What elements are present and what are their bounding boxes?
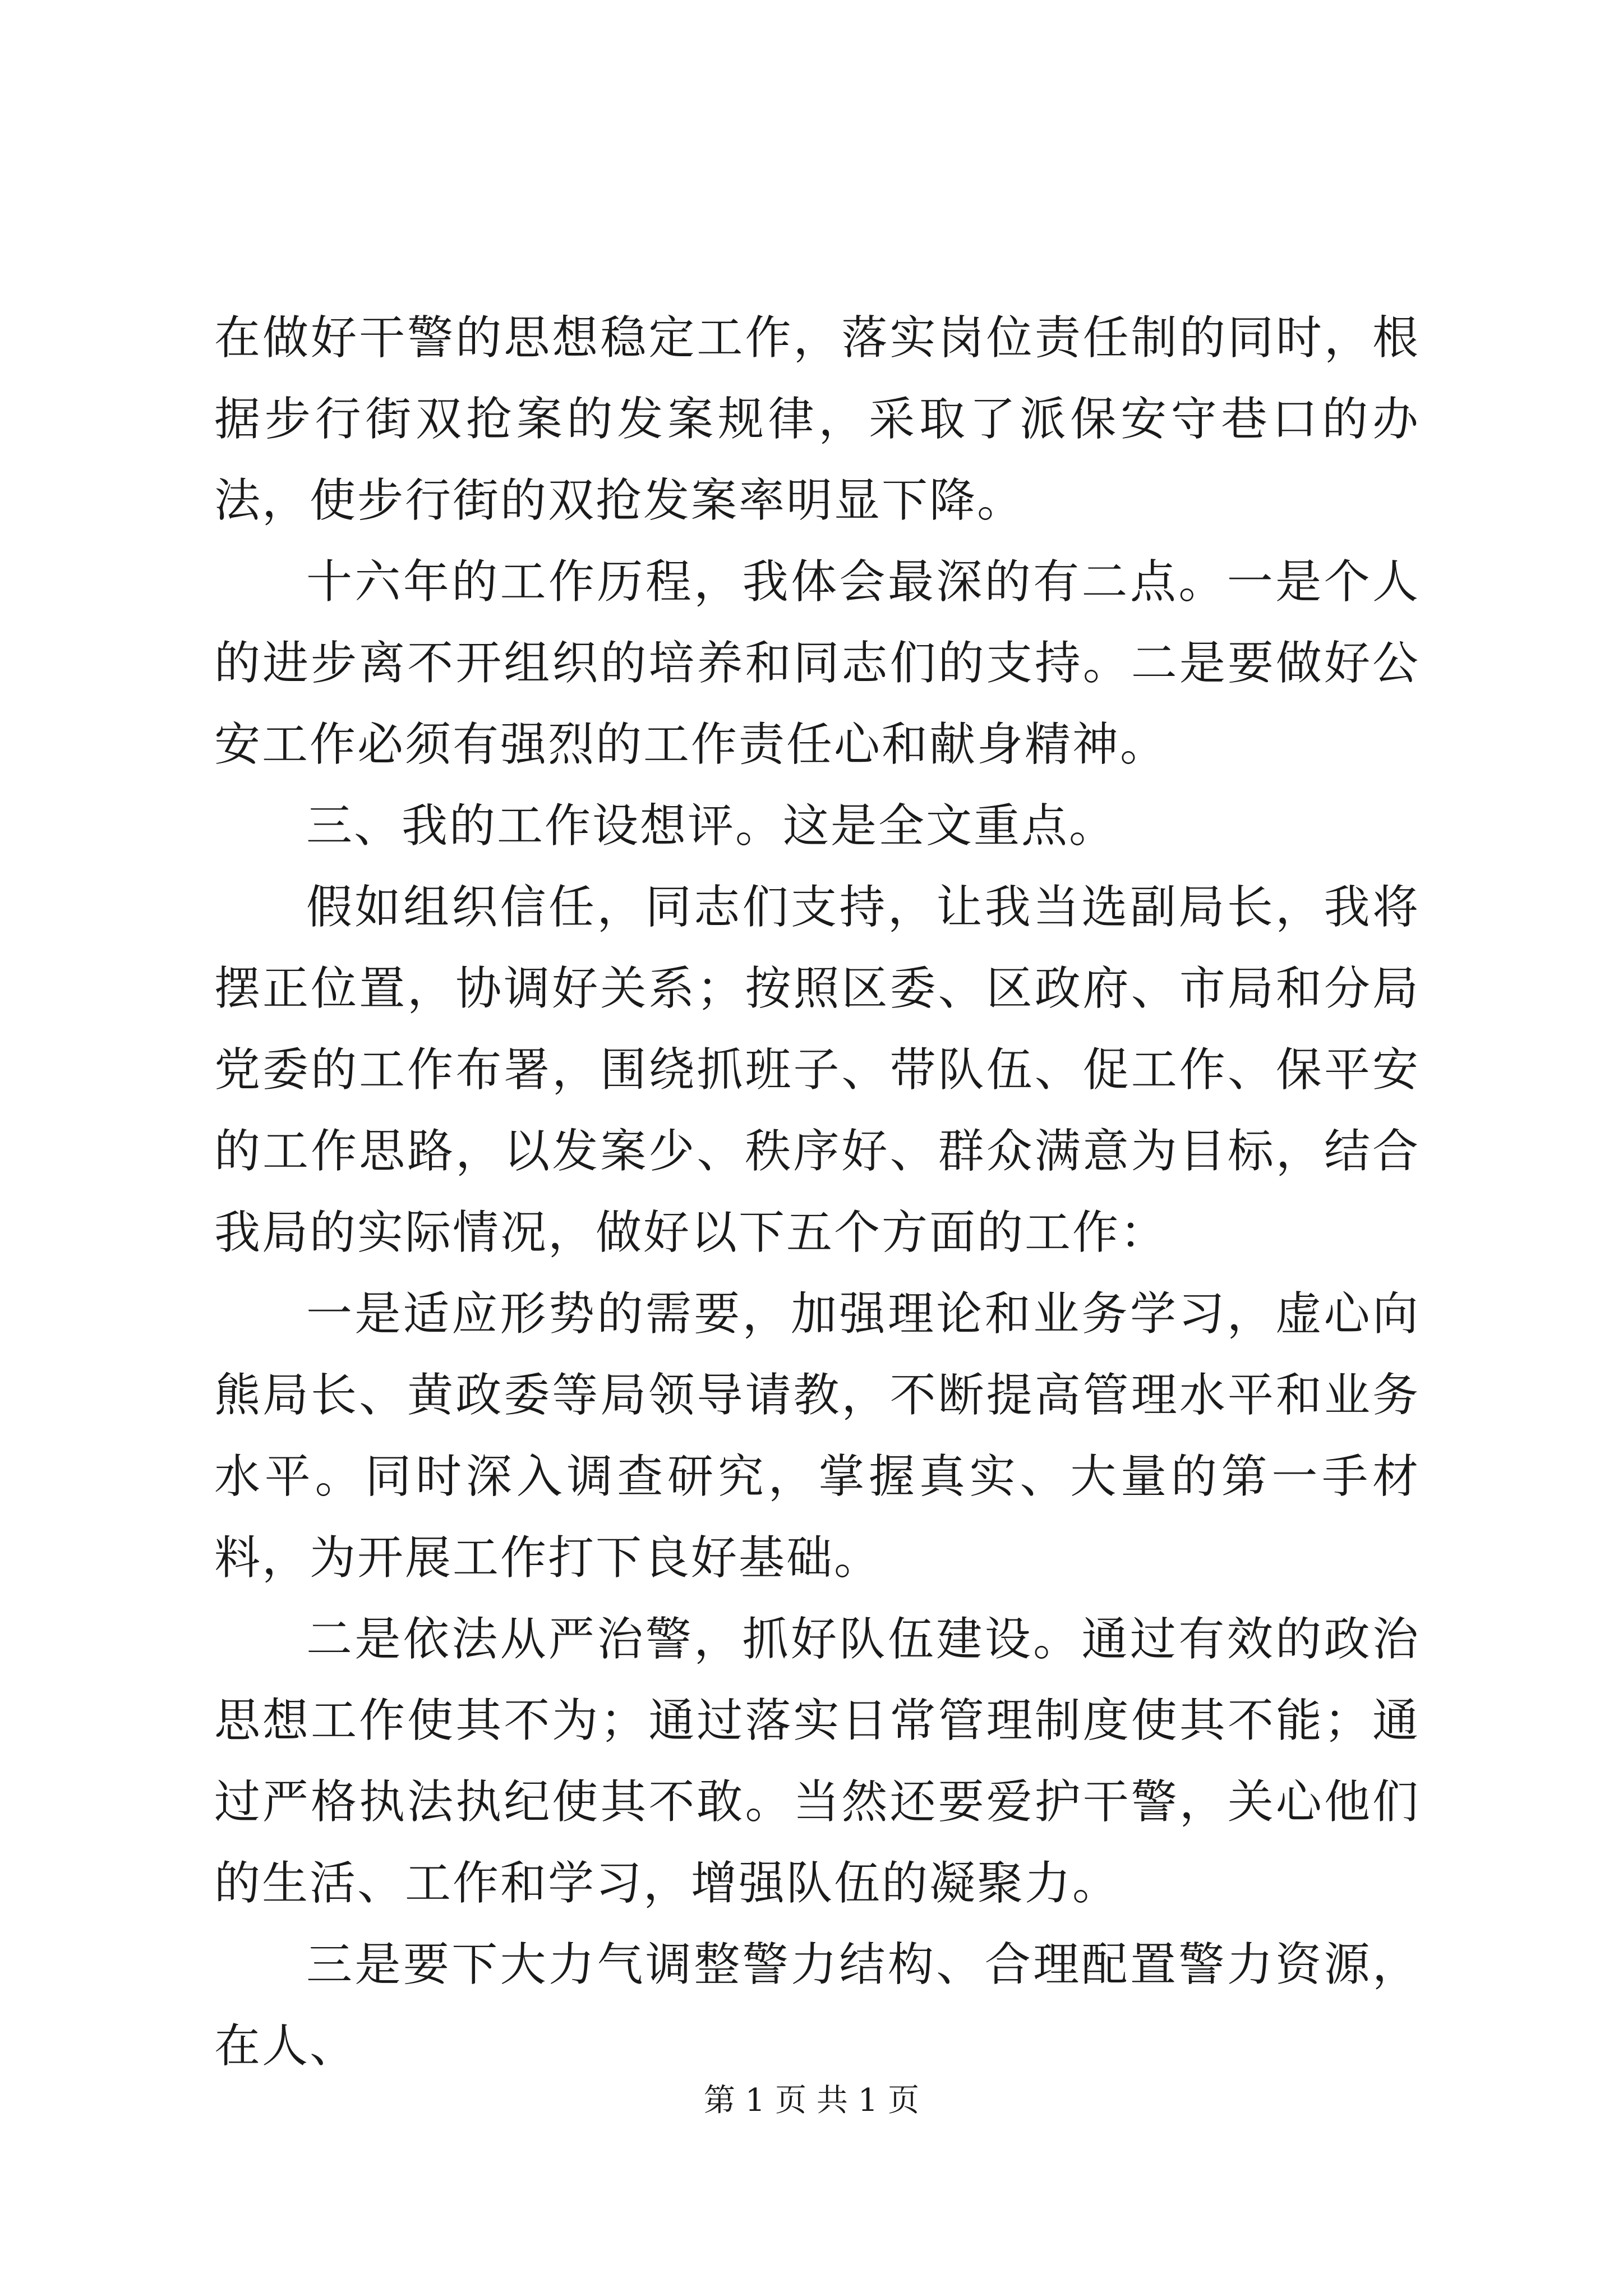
paragraph-point-three: 三是要下大力气调整警力结构、合理配置警力资源，在人、 <box>214 1938 1420 2073</box>
document-body <box>214 297 1420 2087</box>
page-number-footer: 第 1 页 共 1 页 <box>703 2082 920 2119</box>
paragraph-point-one: 一是适应形势的需要，加强理论和业务学习，虚心向熊局长、黄政委等局领导请教，不断提高管理水平和业务水平。同时深入调查研究，掌握真实、大量的第一手材料，为开展工作打下良好基础。 <box>214 1287 1420 1585</box>
section-heading-work-plan: 三、我的工作设想评。这是全文重点。 <box>306 799 1117 853</box>
paragraph-intro-plan: 假如组织信任，同志们支持，让我当选副局长，我将摆正位置，协调好关系；按照区委、区政府、市局和分局党委的工作布署，围绕抓班子、带队伍、促工作、保平安的工作思路，以发案少、秩序好、群众满意为目标，结合我局的实际情况，做好以下五个方面的工作： <box>214 881 1420 1259</box>
paragraph-continued: 在做好干警的思想稳定工作，落实岗位责任制的同时，根据步行街双抢案的发案规律，采取了派保安守巷口的办法，使步行街的双抢发案率明显下降。 <box>214 311 1420 527</box>
paragraph-experience: 十六年的工作历程，我体会最深的有二点。一是个人的进步离不开组织的培养和同志们的支持。二是要做好公安工作必须有强烈的工作责任心和献身精神。 <box>214 555 1420 771</box>
paragraph-point-two: 二是依法从严治警，抓好队伍建设。通过有效的政治思想工作使其不为；通过落实日常管理制度使其不能；通过严格执法执纪使其不敢。当然还要爱护干警，关心他们的生活、工作和学习，增强队伍的凝聚力。 <box>214 1613 1420 1910</box>
